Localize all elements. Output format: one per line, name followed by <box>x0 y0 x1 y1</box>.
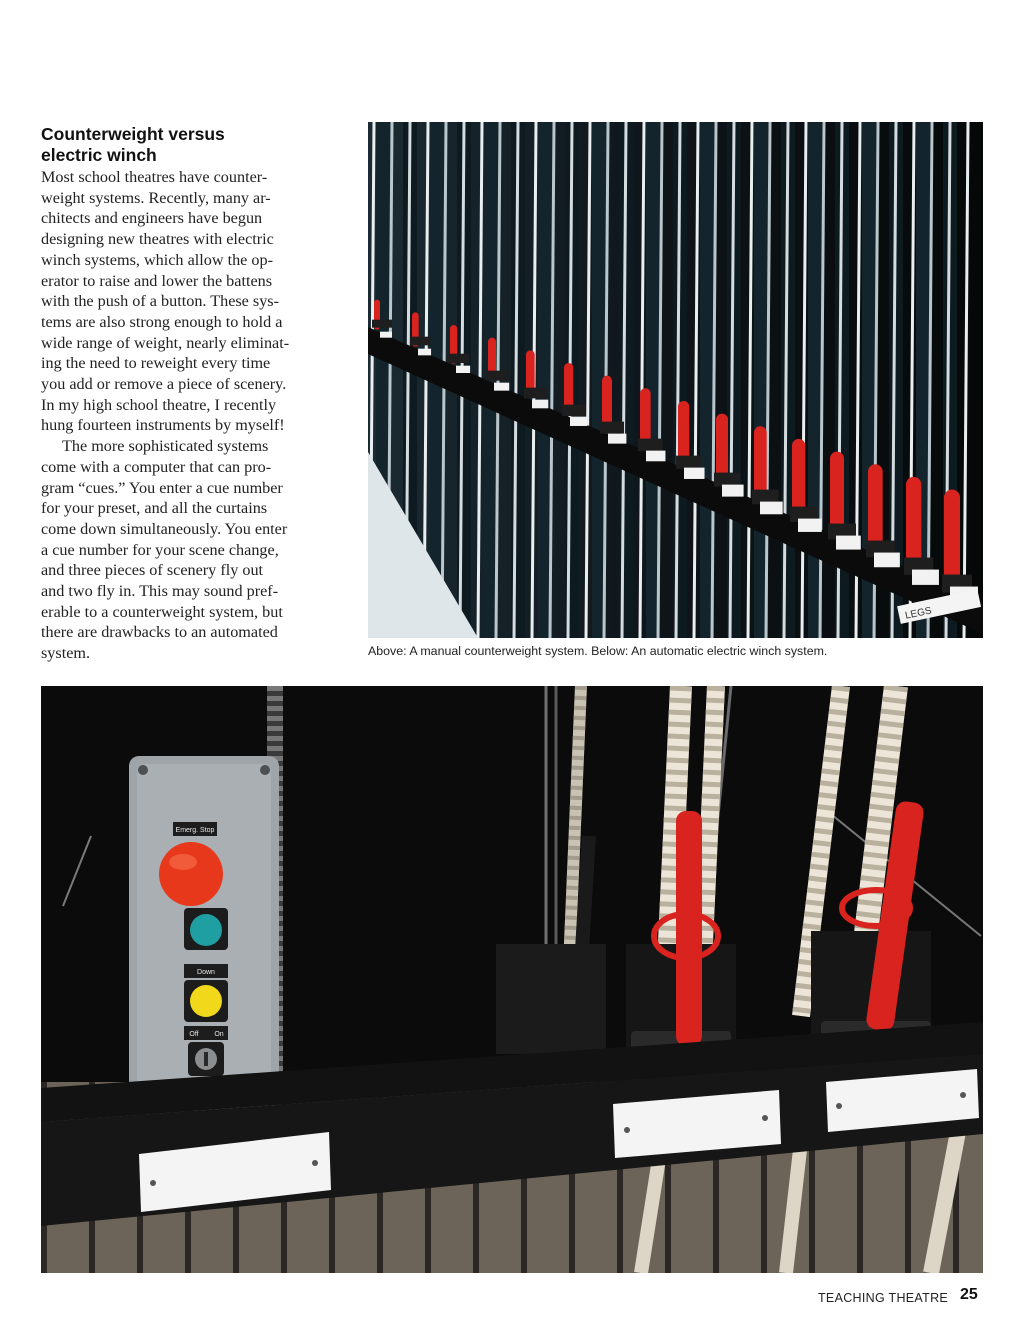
rope-lock-body <box>524 388 547 399</box>
counterweight-photo <box>368 122 983 638</box>
paragraph-1-line: wide range of weight, nearly eliminat- <box>41 333 290 352</box>
chain-link <box>267 686 283 691</box>
paragraph-1-line: designing new theatres with electric <box>41 230 274 249</box>
paragraph-2-line: and three pieces of scenery fly out <box>41 561 264 580</box>
box-screw <box>138 765 148 775</box>
chain-link <box>267 696 283 701</box>
paragraph-2-line: for your preset, and all the curtains <box>41 499 268 518</box>
batten-label-card <box>874 553 900 568</box>
key-slot <box>204 1052 208 1066</box>
rope-lock-body <box>714 473 740 487</box>
paragraph-2-line: The more sophisticated systems <box>62 437 269 456</box>
batten-label-card <box>798 519 822 532</box>
rope-lock-handle <box>792 439 805 517</box>
paragraph-1-line: weight systems. Recently, many ar- <box>41 188 271 207</box>
rope-lock-handle <box>906 477 921 568</box>
batten-label-card <box>418 349 431 356</box>
paragraph-1-line: erator to raise and lower the battens <box>41 271 273 290</box>
paragraph-1-line: In my high school theatre, I recently <box>41 395 277 414</box>
heading-line-2: electric winch <box>41 145 157 165</box>
paragraph-2-line: a cue number for your scene change, <box>41 540 279 559</box>
chain-link <box>267 716 283 721</box>
paragraph-2-line: come with a computer that can pro- <box>41 457 272 476</box>
paragraph-1-line: chitects and engineers have begun <box>41 209 263 228</box>
emergency-stop-label: Emerg. Stop <box>175 827 215 834</box>
batten-label-card <box>760 502 783 515</box>
paragraph-1-line: Most school theatres have counter- <box>41 168 268 186</box>
figure-caption: Above: A manual counterweight system. Below: An automatic electric winch system. <box>368 644 828 658</box>
rope-lock-body <box>448 354 469 363</box>
off-label: Off <box>189 1031 199 1038</box>
rope-lock-handle <box>944 490 960 585</box>
batten-label-card <box>722 485 744 497</box>
chain-link <box>267 706 283 711</box>
down-button <box>190 985 222 1017</box>
chain-link <box>267 726 283 731</box>
paragraph-2-line: erable to a counterweight system, but <box>41 602 283 621</box>
paragraph-2-line: and two fly in. This may sound pref- <box>41 582 279 601</box>
paragraph-2-line: there are drawbacks to an automated <box>41 623 278 642</box>
batten-label-card <box>380 332 392 338</box>
batten-label-card <box>836 536 861 550</box>
rope-lock-body <box>600 422 624 434</box>
paragraph-1-line: hung fourteen instruments by myself! <box>41 416 285 435</box>
batten-label-card <box>912 570 939 585</box>
counterweight-illustration <box>368 122 983 638</box>
legs-label-text: LEGS <box>904 605 933 622</box>
on-label: On <box>214 1031 224 1038</box>
paragraph-2-line: system. <box>41 644 91 663</box>
emergency-stop-button <box>159 842 223 906</box>
page-number: 25 <box>960 1286 978 1303</box>
batten-label-card <box>608 434 626 444</box>
rope-lock-body <box>486 371 508 381</box>
up-button <box>190 914 222 946</box>
paragraph-1-line: ing the need to reweight every time <box>41 354 271 373</box>
rope-lock-body <box>638 439 663 452</box>
rope-lock-handle <box>754 426 767 499</box>
publication-name: TEACHING THEATRE <box>818 1291 949 1305</box>
lock-bracket <box>496 944 606 1054</box>
chain-link <box>267 746 283 751</box>
batten-label-card <box>684 468 705 479</box>
paragraph-2-line: come down simultaneously. You enter <box>41 519 288 538</box>
rope-lock-body <box>562 405 585 416</box>
batten-label-card <box>456 366 470 373</box>
paragraph-1-line: winch systems, which allow the op- <box>41 250 273 269</box>
winch-illustration <box>41 686 983 1273</box>
paragraph-1-line: you add or remove a piece of scenery. <box>41 375 287 394</box>
batten-label-card <box>570 417 587 426</box>
article-body <box>41 167 341 664</box>
paragraph-1-line: tems are also strong enough to hold a <box>41 312 283 331</box>
heading-line-1: Counterweight versus <box>41 124 225 144</box>
rope-lock-body <box>372 320 392 328</box>
paragraph-2-line: gram “cues.” You enter a cue number <box>41 478 283 497</box>
rope-lock-handle <box>830 452 844 534</box>
batten-label-card <box>494 383 509 391</box>
electric-winch-photo <box>41 686 983 1273</box>
rope-lock-body <box>676 456 701 469</box>
rope-lock-handle <box>716 414 728 483</box>
rope-lock-body <box>410 337 431 346</box>
batten-label-card <box>646 451 665 462</box>
button-highlight <box>169 854 197 870</box>
paragraph-1-line: with the push of a button. These sys- <box>41 292 279 311</box>
chain-link <box>267 736 283 741</box>
down-label: Down <box>197 969 215 976</box>
box-screw <box>260 765 270 775</box>
section-heading <box>41 124 341 166</box>
batten-label-card <box>532 400 548 409</box>
rope-lock-handle <box>868 464 883 550</box>
